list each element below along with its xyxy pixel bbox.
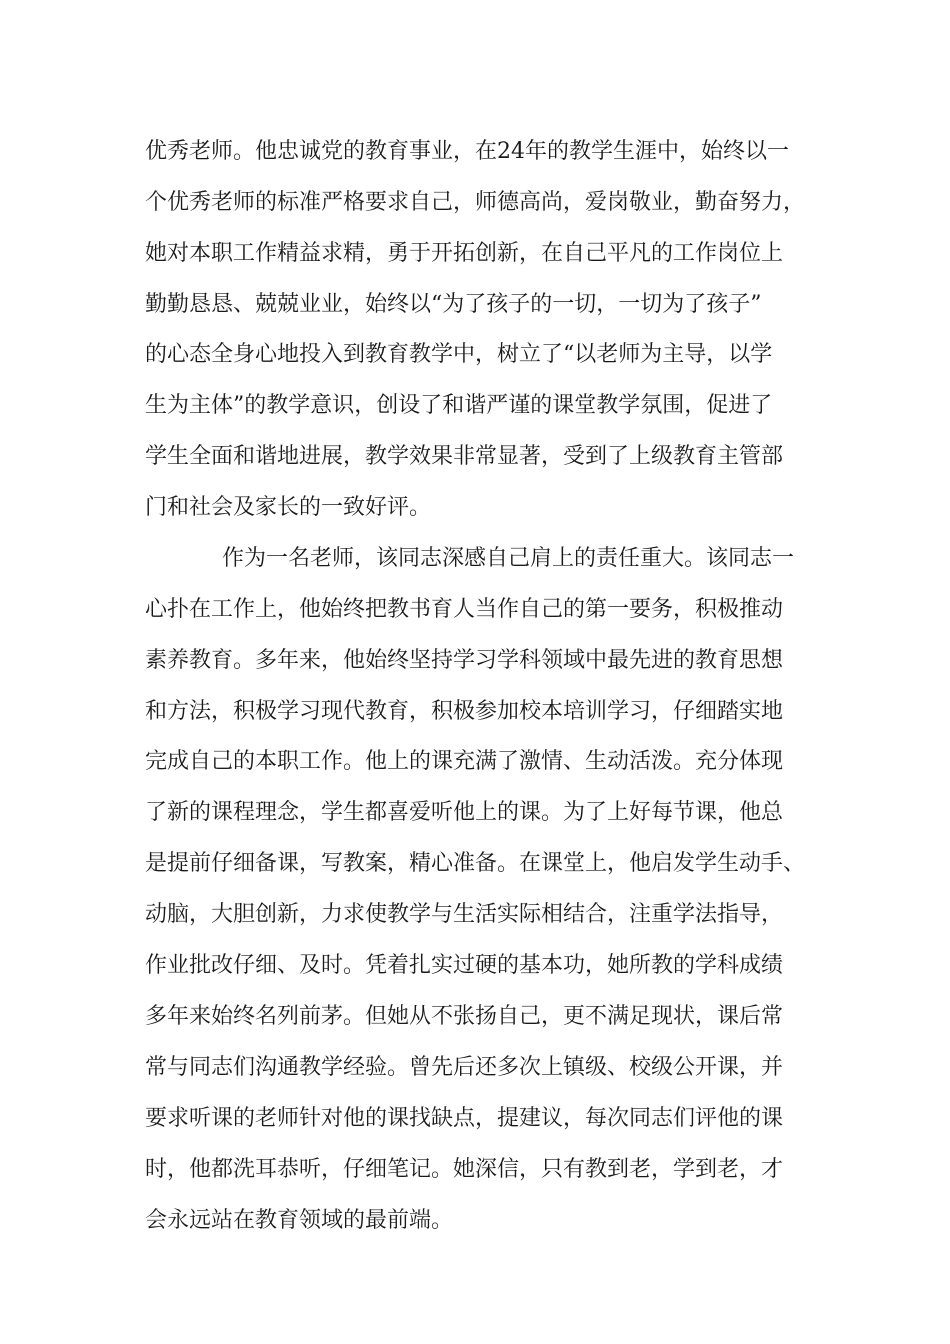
text-line: 作为一名老师，该同志深感自己肩上的责任重大。该同志一 [222,546,795,571]
text-line: 了新的课程理念，学生都喜爱听他上的课。为了上好每节课，他总 [145,800,784,825]
text-line: 心扑在工作上，他始终把教书育人当作自己的第一要务，积极推动 [145,597,784,622]
text-line: 优秀老师。他忠诚党的教育事业，在24年的教学生涯中，始终以一 [145,139,789,164]
text-line: 动脑，大胆创新，力求使教学与生活实际相结合，注重学法指导， [145,902,784,927]
text-line: 素养教育。多年来，他始终坚持学习学科领域中最先进的教育思想 [145,648,784,673]
text-line: 会永远站在教育领域的最前端。 [145,1208,454,1233]
text-line: 门和社会及家长的一致好评。 [145,495,432,520]
text-line: 她对本职工作精益求精，勇于开拓创新，在自己平凡的工作岗位上 [145,241,784,266]
text-line: 时，他都洗耳恭听，仔细笔记。她深信，只有教到老，学到老，才 [145,1157,784,1182]
text-line: 生为主体”的教学意识，创设了和谐严谨的课堂教学氛围，促进了 [145,393,773,418]
text-line: 学生全面和谐地进展，教学效果非常显著，受到了上级教育主管部 [145,444,784,469]
text-line: 要求听课的老师针对他的课找缺点，提建议，每次同志们评他的课 [145,1106,784,1131]
text-line: 个优秀老师的标准严格要求自己，师德高尚，爱岗敬业，勤奋努力， [145,190,806,215]
text-line: 和方法，积极学习现代教育，积极参加校本培训学习，仔细踏实地 [145,699,784,724]
text-line: 多年来始终名列前茅。但她从不张扬自己，更不满足现状，课后常 [145,1004,784,1029]
text-line: 是提前仔细备课，写教案，精心准备。在课堂上，他启发学生动手、 [145,851,806,876]
text-line: 的心态全身心地投入到教育教学中，树立了“以老师为主导，以学 [145,342,773,367]
text-line: 常与同志们沟通教学经验。曾先后还多次上镇级、校级公开课，并 [145,1055,784,1080]
text-line: 作业批改仔细、及时。凭着扎实过硬的基本功，她所教的学科成绩 [145,953,784,978]
text-line: 完成自己的本职工作。他上的课充满了激情、生动活泼。充分体现 [145,749,784,774]
text-line: 勤勤恳恳、兢兢业业，始终以“为了孩子的一切，一切为了孩子” [145,292,762,317]
